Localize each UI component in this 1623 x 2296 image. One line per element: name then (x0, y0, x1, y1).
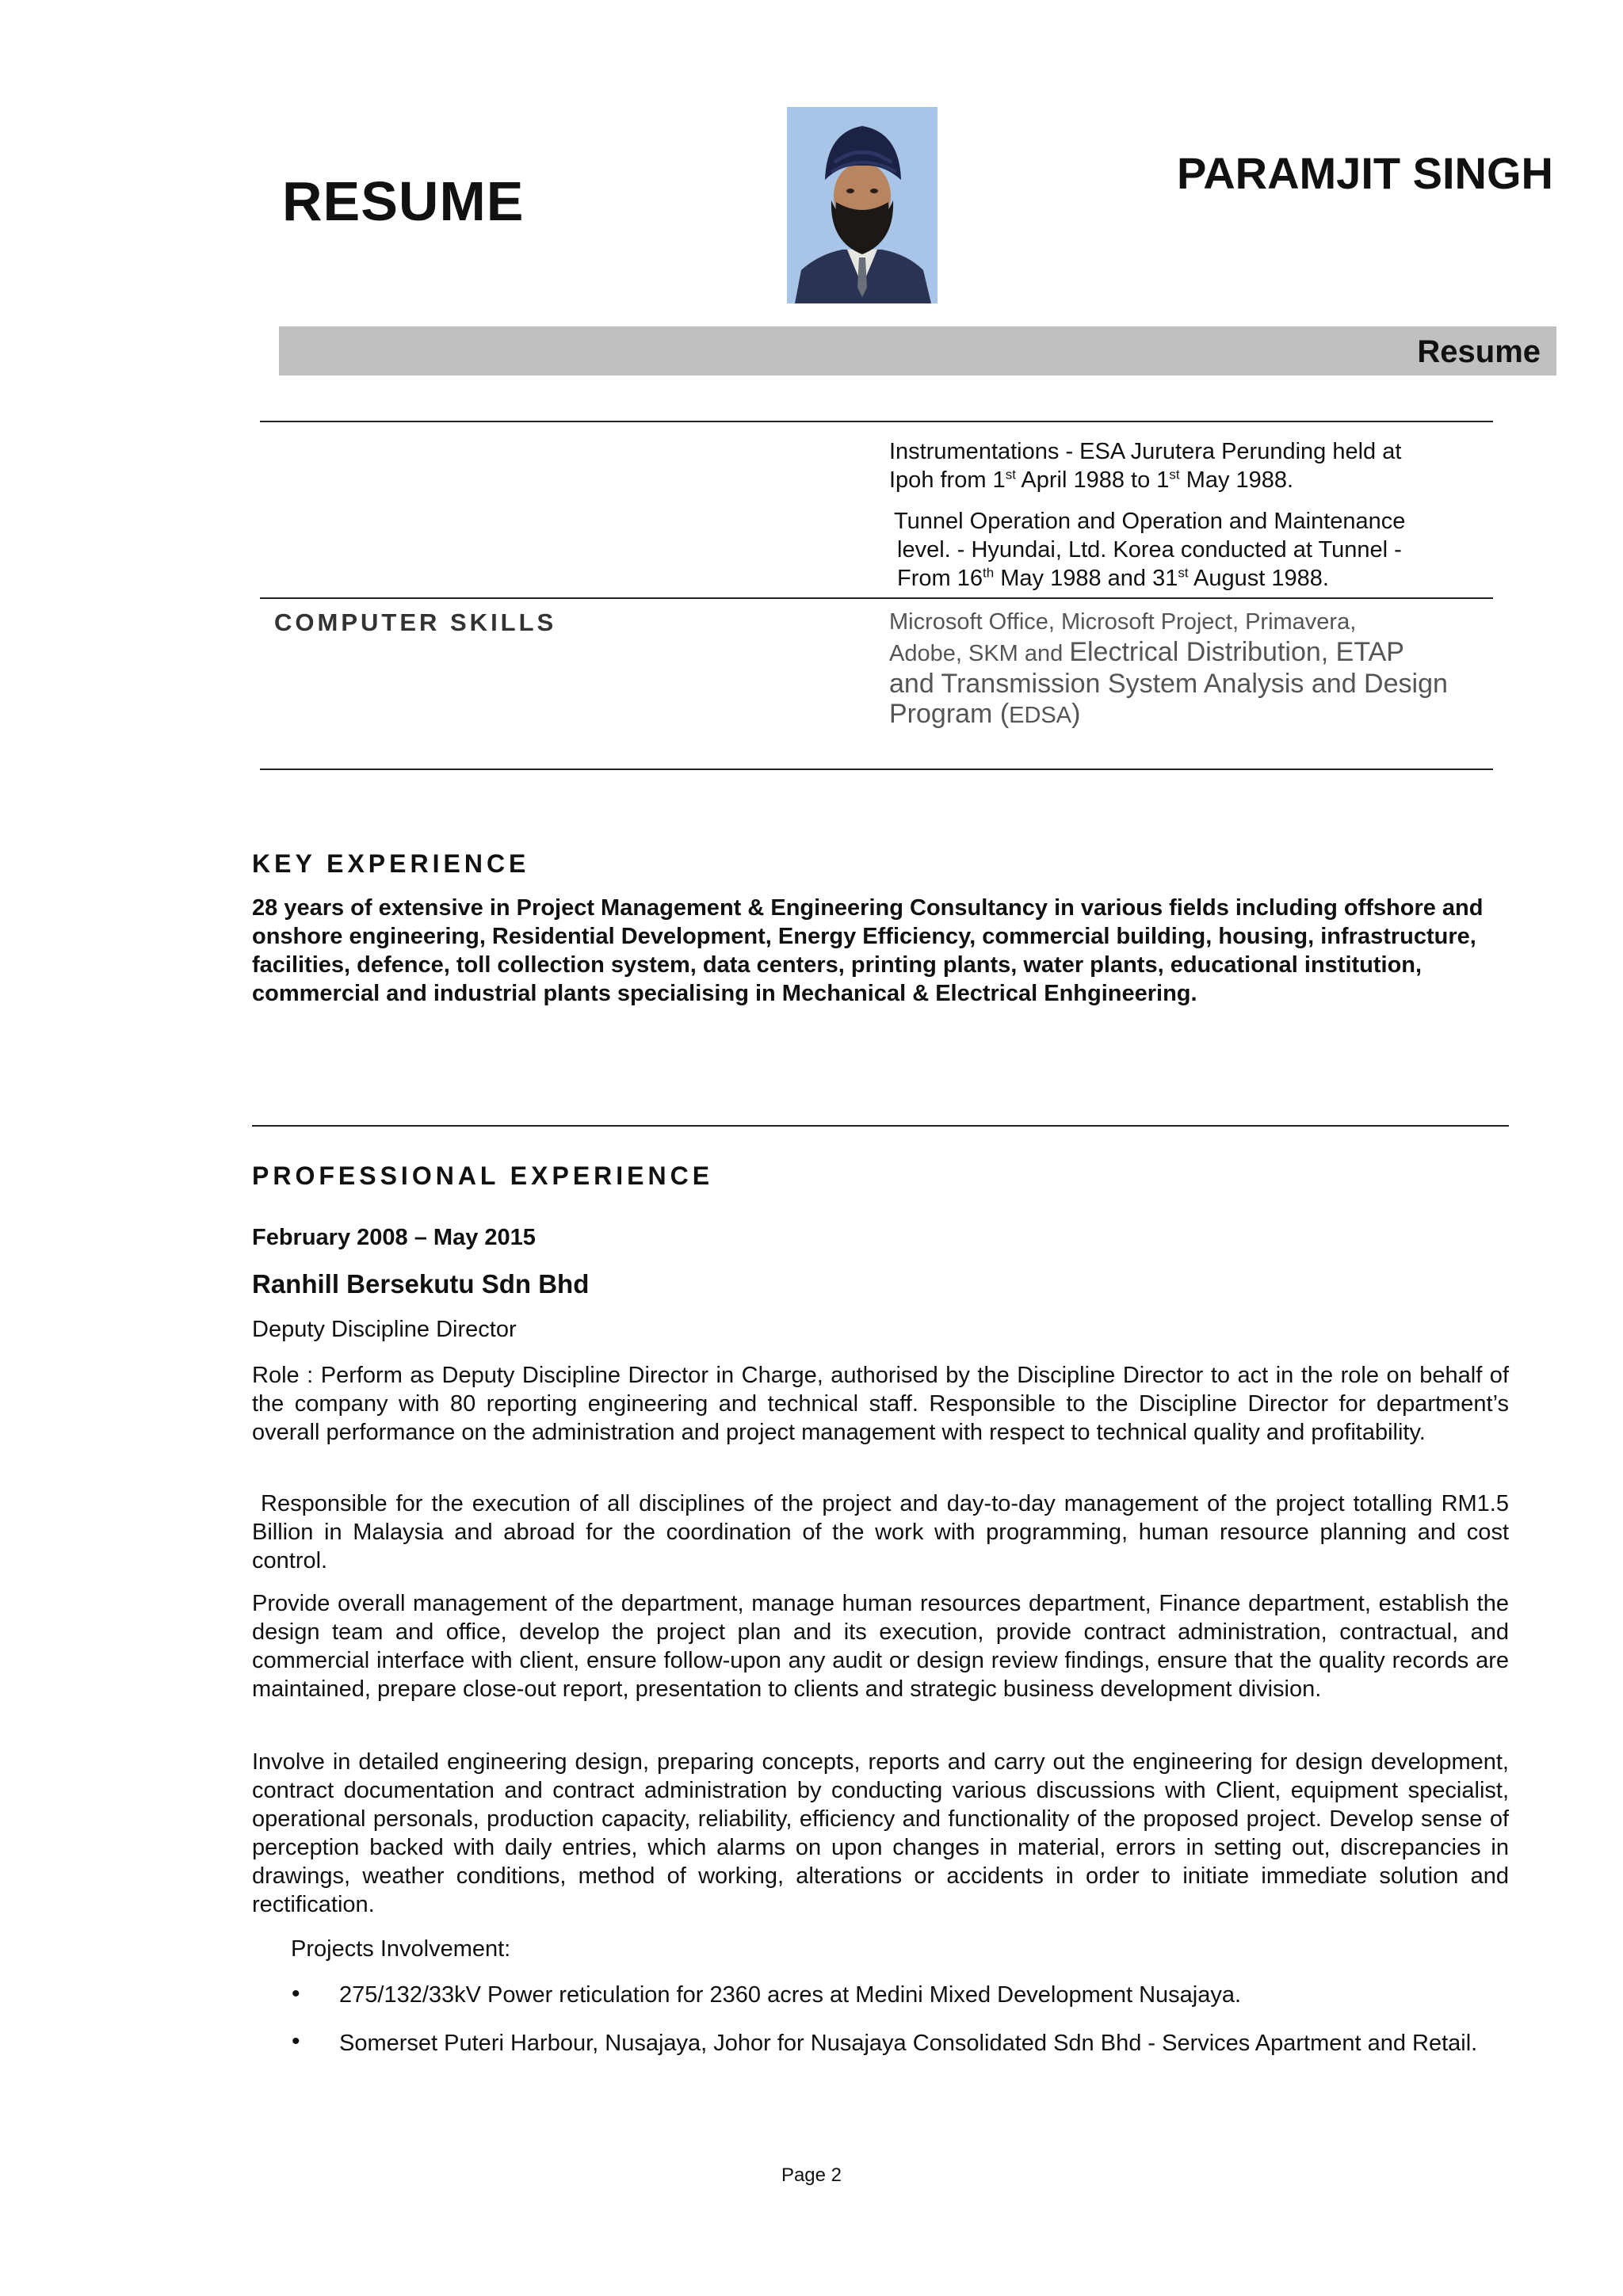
employment-period: February 2008 – May 2015 (252, 1225, 536, 1250)
bullet-icon: • (292, 2028, 300, 2054)
section-banner (279, 326, 1556, 376)
training-item-2-line-2: level. - Hyundai, Ltd. Korea conducted at Tunnel - (897, 537, 1402, 563)
company-name: Ranhill Bersekutu Sdn Bhd (252, 1269, 590, 1299)
professional-experience-heading: PROFESSIONAL EXPERIENCE (252, 1161, 714, 1190)
table-top-rule (260, 421, 1493, 422)
projects-list (252, 1981, 1509, 2092)
project-text: Somerset Puteri Harbour, Nusajaya, Johor for Nusajaya Consolidated Sdn Bhd - Services Apartment and Retail. (339, 2031, 1478, 2056)
table-middle-rule (260, 597, 1493, 599)
table-bottom-rule (260, 769, 1493, 770)
computer-skills-text (889, 607, 1515, 730)
skills-line-4: Program (EDSA) (889, 699, 1081, 729)
banner-label: Resume (1417, 334, 1541, 369)
training-item-2-line-1: Tunnel Operation and Operation and Maintenance (894, 509, 1406, 534)
candidate-name: PARAMJIT SINGH (1177, 148, 1553, 198)
bullet-icon: • (292, 1981, 300, 2007)
training-item-1-line-2: Ipoh from 1st April 1988 to 1st May 1988. (889, 467, 1294, 493)
experience-paragraph-1: Role : Perform as Deputy Discipline Director in Charge, authorised by the Discipline Director to act in the role on behalf of the company with 80 reporting engineering and technical staff. Responsible to the Discipline Director for department’s overall performance on the administration and project management with respect to technical quality and profitability. (252, 1363, 1509, 1445)
page-number: Page 2 (781, 2164, 842, 2186)
experience-paragraph-2: Responsible for the execution of all disciplines of the project and day-to-day management of the project totalling RM1.5 Billion in Malaysia and abroad for the coordination of the work with programming, human resource planning and cost control. (252, 1491, 1516, 1573)
profile-photo (787, 107, 938, 303)
training-item-1 (889, 437, 1507, 494)
computer-skills-label: COMPUTER SKILLS (274, 608, 557, 636)
resume-title: RESUME (282, 170, 525, 232)
experience-paragraph-3: Provide overall management of the department, manage human resources department, Finance department, establish the design team and office, develop the project plan and its execution, provide contract administration, contractual, and commercial interface with client, ensure follow-upon any audit or design review findings, ensure that the quality records are maintained, prepare close-out report, presentation to clients and strategic business development division. (252, 1591, 1509, 1702)
section-divider (252, 1125, 1509, 1127)
skills-line-2: Adobe, SKM and Electrical Distribution, ETAP (889, 637, 1404, 667)
skills-line-3: and Transmission System Analysis and Design (889, 669, 1448, 699)
skills-line-1: Microsoft Office, Microsoft Project, Primavera, (889, 609, 1357, 635)
list-item (252, 1981, 1509, 2028)
key-experience-text: 28 years of extensive in Project Management & Engineering Consultancy in various fields including offshore and onshore engineering, Residential Development, Energy Efficiency, commercial building, housing, infrastructure, facilities, defence, toll collection system, data centers, printing plants, water plants, educational institution, commercial and industrial plants specialising in Mechanical & Electrical Enhgineering. (252, 895, 1484, 1006)
project-text: 275/132/33kV Power reticulation for 2360 acres at Medini Mixed Development Nusajaya. (339, 1982, 1242, 2008)
projects-label: Projects Involvement: (291, 1936, 511, 1962)
experience-paragraph-4: Involve in detailed engineering design, preparing concepts, reports and carry out the engineering for design development, contract documentation and contract administration by conducting various discussions with Client, equipment specialist, operational personals, production capacity, reliability, efficiency and functionality of the proposed project. Develop sense of perception backed with daily entries, which alarms on upon changes in material, errors in setting out, discrepancies in drawings, weather conditions, method of working, alterations or accidents in order to initiate immediate solution and rectification. (252, 1749, 1509, 1917)
portrait-image (787, 107, 938, 303)
training-item-2 (894, 507, 1512, 593)
key-experience-heading: KEY EXPERIENCE (252, 849, 530, 878)
position-title: Deputy Discipline Director (252, 1317, 517, 1342)
training-item-2-line-3: From 16th May 1988 and 31st August 1988. (897, 565, 1329, 591)
list-item (252, 2028, 1509, 2092)
training-item-1-line-1: Instrumentations - ESA Jurutera Perunding held at (889, 439, 1402, 464)
